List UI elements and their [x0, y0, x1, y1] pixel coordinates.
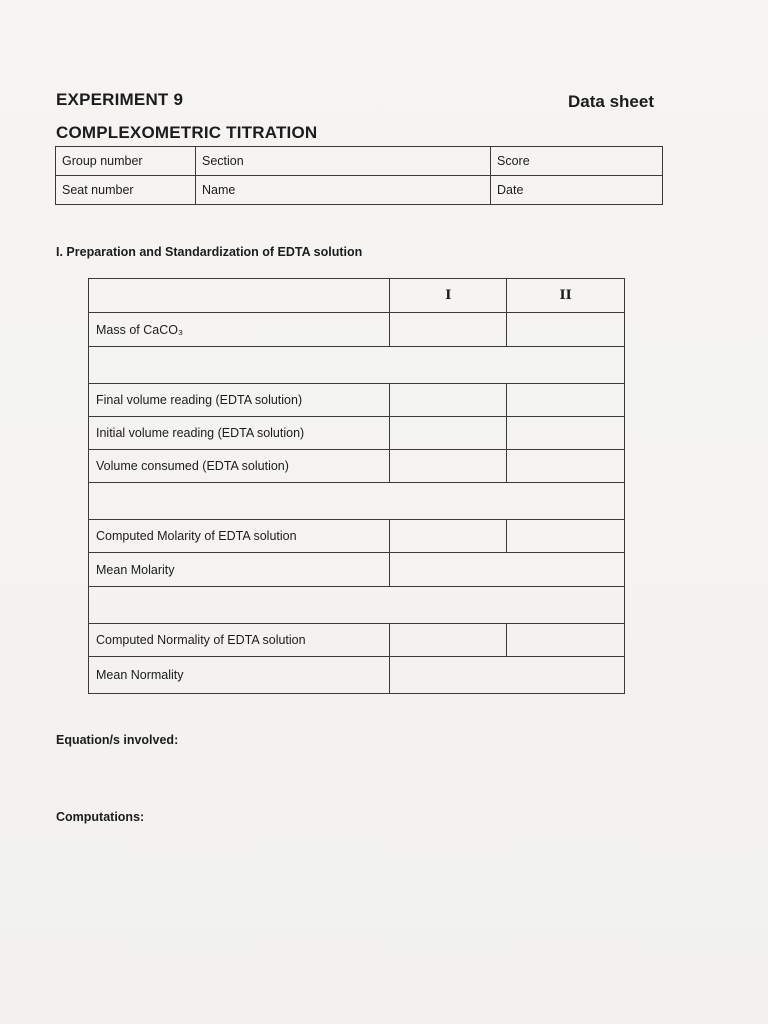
- mass-trial-2-cell[interactable]: [507, 313, 625, 347]
- table-spacer-row: [89, 587, 625, 624]
- student-info-table: [55, 146, 663, 205]
- score-field[interactable]: Score: [491, 147, 663, 176]
- spacer-cell: [89, 347, 625, 384]
- table-row: [89, 384, 625, 417]
- trial-1-header: I: [390, 279, 507, 313]
- computed-molarity-trial-2-cell[interactable]: [507, 520, 625, 553]
- initial-volume-trial-1-cell[interactable]: [390, 417, 507, 450]
- computed-normality-trial-2-cell[interactable]: [507, 624, 625, 657]
- table-row: [89, 657, 625, 694]
- spacer-cell: [89, 483, 625, 520]
- mean-normality-cell[interactable]: [390, 657, 625, 694]
- group-number-field[interactable]: Group number: [56, 147, 196, 176]
- info-row: [56, 176, 663, 205]
- table-row: [89, 313, 625, 347]
- section-field[interactable]: Section: [196, 147, 491, 176]
- table-header-row: [89, 279, 625, 313]
- date-field[interactable]: Date: [491, 176, 663, 205]
- table-row: [89, 520, 625, 553]
- row-label-initial-volume: Initial volume reading (EDTA solution): [89, 417, 390, 450]
- table-row: [89, 417, 625, 450]
- spacer-cell: [89, 587, 625, 624]
- final-volume-trial-2-cell[interactable]: [507, 384, 625, 417]
- row-label-mean-normality: Mean Normality: [89, 657, 390, 694]
- seat-number-field[interactable]: Seat number: [56, 176, 196, 205]
- section-heading: I. Preparation and Standardization of EDTA solution: [56, 245, 363, 259]
- table-row: [89, 624, 625, 657]
- table-spacer-row: [89, 347, 625, 384]
- row-label-computed-molarity: Computed Molarity of EDTA solution: [89, 520, 390, 553]
- experiment-title: EXPERIMENT 9: [56, 90, 184, 109]
- table-spacer-row: [89, 483, 625, 520]
- trial-2-header: II: [507, 279, 625, 313]
- computations-label: Computations:: [56, 810, 145, 824]
- final-volume-trial-1-cell[interactable]: [390, 384, 507, 417]
- mean-molarity-cell[interactable]: [390, 553, 625, 587]
- computed-normality-trial-1-cell[interactable]: [390, 624, 507, 657]
- computed-molarity-trial-1-cell[interactable]: [390, 520, 507, 553]
- row-label-final-volume: Final volume reading (EDTA solution): [89, 384, 390, 417]
- volume-consumed-trial-2-cell[interactable]: [507, 450, 625, 483]
- mass-trial-1-cell[interactable]: [390, 313, 507, 347]
- info-row: [56, 147, 663, 176]
- table-row: [89, 450, 625, 483]
- equations-label: Equation/s involved:: [56, 733, 179, 747]
- row-label-computed-normality: Computed Normality of EDTA solution: [89, 624, 390, 657]
- initial-volume-trial-2-cell[interactable]: [507, 417, 625, 450]
- volume-consumed-trial-1-cell[interactable]: [390, 450, 507, 483]
- header-blank-cell: [89, 279, 390, 313]
- name-field[interactable]: Name: [196, 176, 491, 205]
- standardization-data-table: [88, 278, 625, 694]
- row-label-mass-caco3: Mass of CaCO₃: [89, 313, 390, 347]
- experiment-subtitle: COMPLEXOMETRIC TITRATION: [56, 123, 318, 142]
- document-type-label: Data sheet: [568, 92, 654, 111]
- table-row: [89, 553, 625, 587]
- row-label-mean-molarity: Mean Molarity: [89, 553, 390, 587]
- row-label-volume-consumed: Volume consumed (EDTA solution): [89, 450, 390, 483]
